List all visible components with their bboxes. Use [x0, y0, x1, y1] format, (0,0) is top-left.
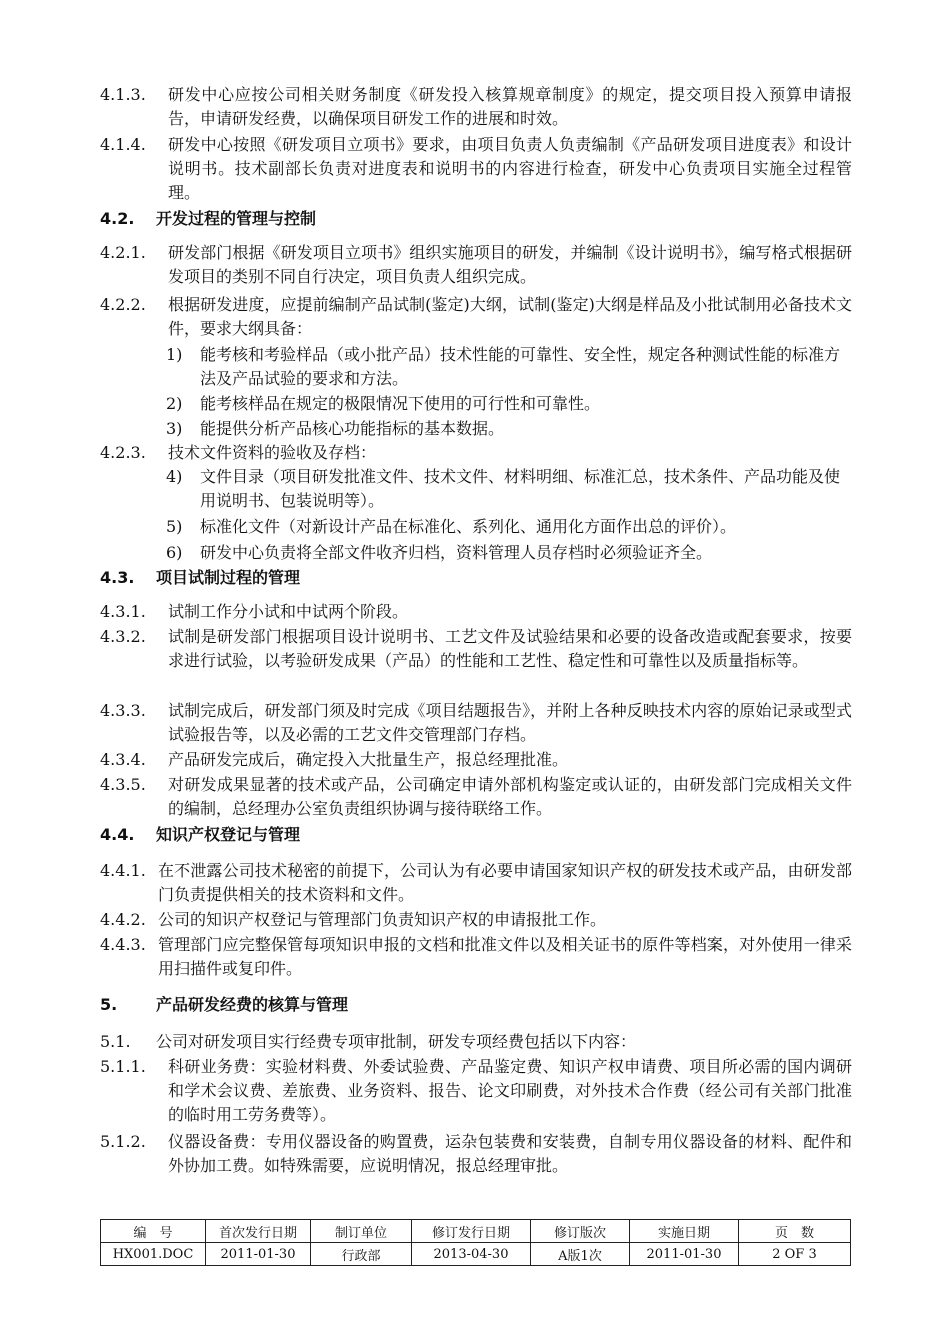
clause-4-1-4: [100, 133, 852, 205]
clause-text: 仪器设备费：专用仪器设备的购置费，运杂包装费和安装费，自制专用仪器设备的材料、配件和外协加工费。如特殊需要，应说明情况，报总经理审批。: [168, 1132, 852, 1175]
section-title: 项目试制过程的管理: [156, 568, 301, 587]
section-heading-5: [100, 993, 348, 1017]
list-item-2: [166, 392, 852, 416]
clause-text: 试制是研发部门根据项目设计说明书、工艺文件及试验结果和必要的设备改造或配套要求，按要求进行试验，以考验研发成果（产品）的性能和工艺性、稳定性和可靠性以及质量指标等。: [168, 627, 852, 670]
clause-number: 4.3.5.: [100, 775, 146, 794]
clause-text: 研发中心应按公司相关财务制度《研发投入核算规章制度》的规定，提交项目投入预算申请报告，申请研发经费，以确保项目研发工作的进展和时效。: [168, 85, 852, 128]
clause-text: 产品研发完成后，确定投入大批量生产，报总经理批准。: [168, 750, 569, 769]
clause-text: 研发中心按照《研发项目立项书》要求，由项目负责人负责编制《产品研发项目进度表》和设计说明书。技术副部长负责对进度表和说明书的内容进行检查，研发中心负责项目实施全过程管理。: [168, 135, 852, 202]
clause-number: 5.1.2.: [100, 1132, 146, 1151]
clause-text: 根据研发进度，应提前编制产品试制(鉴定)大纲，试制(鉴定)大纲是样品及小批试制用必备技术文件，要求大纲具备：: [168, 295, 852, 338]
table-header-cell: 修订发行日期: [412, 1220, 531, 1243]
clause-number: 4.4.1.: [100, 861, 146, 880]
clause-4-3-3: [100, 699, 852, 747]
list-text: 标准化文件（对新设计产品在标准化、系列化、通用化方面作出总的评价）。: [200, 517, 737, 536]
table-cell: A版1次: [531, 1243, 630, 1266]
section-title: 知识产权登记与管理: [156, 825, 301, 844]
list-text: 能提供分析产品核心功能指标的基本数据。: [200, 419, 505, 438]
table-header-cell: 首次发行日期: [206, 1220, 311, 1243]
clause-number: 4.3.3.: [100, 701, 146, 720]
clause-number: 4.4.3.: [100, 935, 146, 954]
clause-4-4-3: [100, 933, 852, 981]
table-cell: HX001.DOC: [101, 1243, 206, 1266]
clause-5-1-2: [100, 1130, 852, 1178]
clause-4-2-1: [100, 241, 852, 289]
clause-5-1-1: [100, 1055, 852, 1127]
clause-number: 4.3.4.: [100, 750, 146, 769]
list-item-4: [166, 465, 852, 513]
list-number: 4): [166, 467, 183, 486]
section-number: 4.4.: [100, 825, 135, 844]
clause-number: 4.1.3.: [100, 85, 146, 104]
table-cell: 2 OF 3: [739, 1243, 851, 1266]
table-header-cell: 制订单位: [311, 1220, 412, 1243]
table-row: [101, 1243, 851, 1266]
section-heading-4-2: [100, 207, 316, 231]
table-cell: 2013-04-30: [412, 1243, 531, 1266]
clause-text: 技术文件资料的验收及存档：: [168, 443, 377, 462]
section-heading-4-3: [100, 566, 300, 590]
clause-text: 科研业务费：实验材料费、外委试验费、产品鉴定费、知识产权申请费、项目所必需的国内调研和学术会议费、差旅费、业务资料、报告、论文印刷费，对外技术合作费（经公司有关部门批准的临时用工劳务费等）。: [168, 1057, 852, 1124]
list-number: 6): [166, 543, 183, 562]
list-number: 5): [166, 517, 183, 536]
clause-text: 试制工作分小试和中试两个阶段。: [168, 602, 409, 621]
clause-number: 4.3.2.: [100, 627, 146, 646]
clause-number: 4.2.2.: [100, 295, 146, 314]
table-header-cell: 修订版次: [531, 1220, 630, 1243]
list-text: 文件目录（项目研发批准文件、技术文件、材料明细、标准汇总，技术条件、产品功能及使用说明书、包装说明等）。: [200, 467, 841, 510]
clause-4-2-3: [100, 441, 852, 465]
clause-number: 5.1.: [100, 1032, 131, 1051]
section-title: 开发过程的管理与控制: [156, 209, 317, 228]
clause-number: 4.3.1.: [100, 602, 146, 621]
table-cell: 2011-01-30: [206, 1243, 311, 1266]
clause-text: 公司对研发项目实行经费专项审批制，研发专项经费包括以下内容：: [156, 1032, 637, 1051]
clause-text: 管理部门应完整保管每项知识申报的文档和批准文件以及相关证书的原件等档案，对外使用一律采用扫描件或复印件。: [158, 935, 852, 978]
clause-number: 4.4.2.: [100, 910, 146, 929]
clause-number: 4.1.4.: [100, 135, 146, 154]
clause-text: 对研发成果显著的技术或产品，公司确定申请外部机构鉴定或认证的，由研发部门完成相关文件的编制，总经理办公室负责组织协调与接待联络工作。: [168, 775, 852, 818]
section-number: 4.2.: [100, 209, 135, 228]
clause-text: 试制完成后，研发部门须及时完成《项目结题报告》，并附上各种反映技术内容的原始记录或型式试验报告等，以及必需的工艺文件交管理部门存档。: [168, 701, 852, 744]
table-header-cell: 实施日期: [630, 1220, 739, 1243]
clause-4-3-5: [100, 773, 852, 821]
list-text: 能考核和考验样品（或小批产品）技术性能的可靠性、安全性，规定各种测试性能的标准方法及产品试验的要求和方法。: [200, 345, 841, 388]
list-item-1: [166, 343, 852, 391]
table-header-row: [101, 1220, 851, 1243]
list-item-3: [166, 417, 852, 441]
section-number: 5.: [100, 995, 118, 1014]
clause-4-3-4: [100, 748, 852, 772]
clause-4-1-3: [100, 83, 852, 131]
list-text: 能考核样品在规定的极限情况下使用的可行性和可靠性。: [200, 394, 601, 413]
clause-5-1: [100, 1030, 852, 1054]
clause-number: 5.1.1.: [100, 1057, 146, 1076]
section-title: 产品研发经费的核算与管理: [156, 995, 349, 1014]
clause-4-2-2: [100, 293, 852, 341]
list-item-6: [166, 541, 852, 565]
table-header-cell: 页 数: [739, 1220, 851, 1243]
clause-text: 研发部门根据《研发项目立项书》组织实施项目的研发，并编制《设计说明书》，编写格式根据研发项目的类别不同自行决定，项目负责人组织完成。: [168, 243, 852, 286]
list-number: 2): [166, 394, 183, 413]
list-item-5: [166, 515, 852, 539]
clause-number: 4.2.1.: [100, 243, 146, 262]
list-number: 3): [166, 419, 183, 438]
clause-4-4-2: [100, 908, 852, 932]
clause-text: 公司的知识产权登记与管理部门负责知识产权的申请报批工作。: [158, 910, 607, 929]
list-number: 1): [166, 345, 183, 364]
section-heading-4-4: [100, 823, 300, 847]
document-control-table: [100, 1219, 851, 1266]
table-cell: 2011-01-30: [630, 1243, 739, 1266]
table-cell: 行政部: [311, 1243, 412, 1266]
clause-4-3-1: [100, 600, 852, 624]
clause-4-4-1: [100, 859, 852, 907]
table-header-cell: 编 号: [101, 1220, 206, 1243]
clause-4-3-2: [100, 625, 852, 673]
clause-text: 在不泄露公司技术秘密的前提下，公司认为有必要申请国家知识产权的研发技术或产品，由研发部门负责提供相关的技术资料和文件。: [158, 861, 852, 904]
list-text: 研发中心负责将全部文件收齐归档，资料管理人员存档时必须验证齐全。: [200, 543, 713, 562]
clause-number: 4.2.3.: [100, 443, 146, 462]
section-number: 4.3.: [100, 568, 135, 587]
